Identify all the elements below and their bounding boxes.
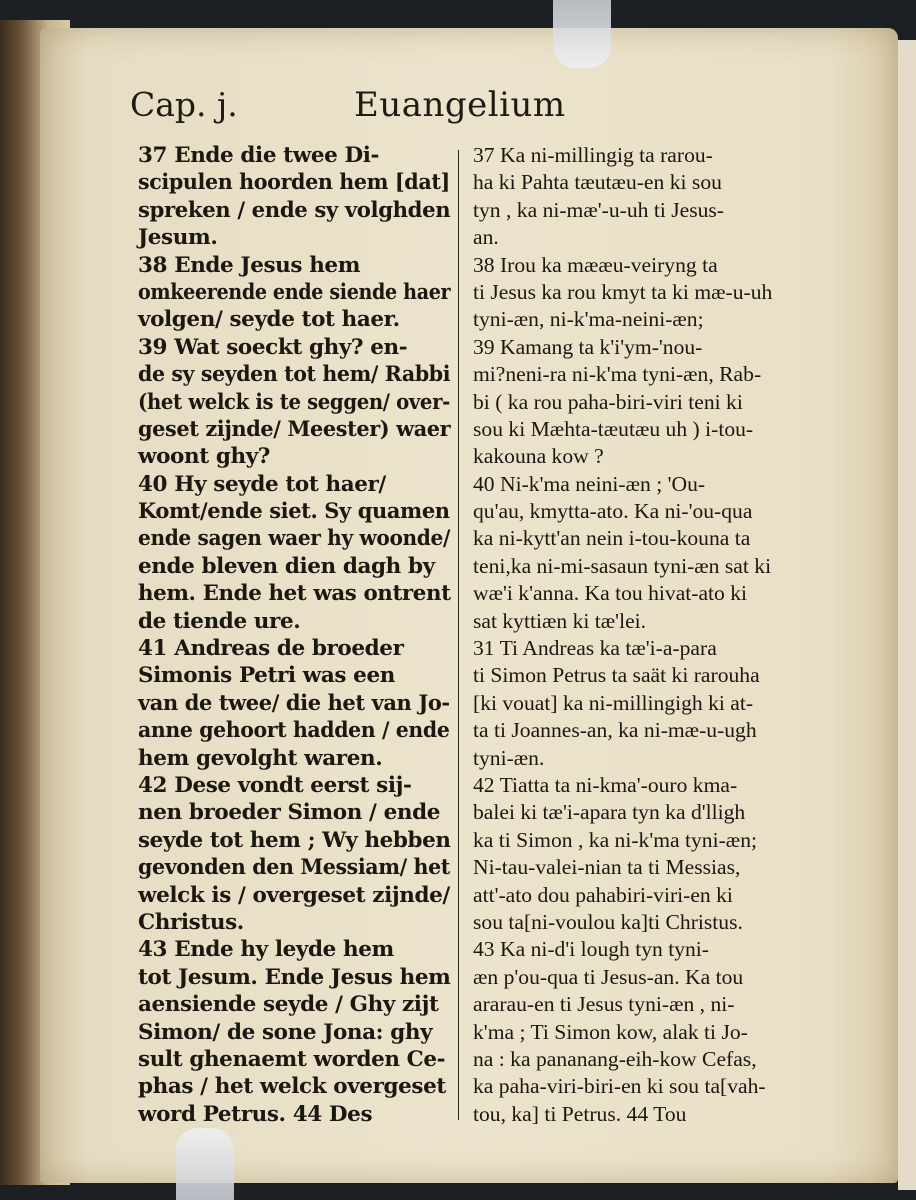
formosan-text-line: ta ti Joannes-an, ka ni-mæ-u-ugh	[473, 718, 757, 743]
dutch-text-line: volgen/ seyde tot haer.	[138, 307, 400, 333]
dutch-text-line: ende sagen waer hy woonde/	[138, 526, 450, 552]
facing-page-strip	[898, 40, 916, 1190]
formosan-text-line: [ki vouat] ka ni-millingigh ki at-	[473, 690, 754, 715]
dutch-text-line: gevonden den Messiam/ het	[138, 855, 450, 881]
dutch-text-line: Simonis Petri was een	[138, 663, 395, 689]
formosan-text-line: ka ni-kytt'an nein i-tou-kouna ta	[473, 526, 751, 551]
formosan-text-line: æn p'ou-qua ti Jesus-an. Ka tou	[473, 964, 744, 989]
formosan-text-line: wæ'i k'anna. Ka tou hivat-ato ki	[473, 581, 748, 606]
formosan-text-line: ka paha-viri-biri-en ki sou ta[vah-	[473, 1074, 766, 1099]
dutch-text-line: van de twee/ die het van Jo-	[138, 690, 450, 716]
dutch-text-line: welck is / overgeset zijnde/	[138, 882, 450, 908]
formosan-text-line: ka ti Simon , ka ni-k'ma tyni-æn;	[473, 827, 757, 852]
page-clip-top	[553, 0, 611, 68]
dutch-text-line: nen broeder Simon / ende	[138, 800, 440, 826]
dutch-text-line: seyde tot hem ; Wy hebben	[138, 827, 451, 853]
page-clip-bottom	[176, 1128, 234, 1200]
dutch-text-line: hem gevolght waren.	[138, 745, 383, 771]
dutch-text-line: Christus.	[138, 909, 244, 935]
formosan-text-line: 37 Ka ni-millingig ta rarou-	[473, 143, 713, 167]
dutch-text-line: spreken / ende sy volghden	[138, 197, 451, 223]
dutch-text-line: hem. Ende het was ontrent	[138, 581, 451, 607]
dutch-text-line: 37 Ende die twee Di-	[138, 143, 380, 168]
dutch-text-line: tot Jesum. Ende Jesus hem	[138, 964, 451, 990]
dutch-text-line: (het welck is te seggen/ over-	[138, 389, 450, 415]
formosan-text-line: sat kyttiæn ki tæ'lei.	[473, 608, 647, 633]
dutch-text-line: sult ghenaemt worden Ce-	[138, 1046, 446, 1072]
column-divider	[458, 150, 459, 1120]
dutch-text-line: geset zijnde/ Meester) waer	[138, 416, 451, 442]
formosan-text-line: 43 Ka ni-d'i lough tyn tyni-	[473, 937, 710, 962]
formosan-text-line: 40 Ni-k'ma neini-æn ; 'Ou-	[473, 471, 706, 496]
formosan-text-line: 38 Irou ka mææu-veiryng ta	[473, 252, 718, 277]
dutch-text-line: woont ghy?	[138, 444, 270, 470]
dutch-text-line: Simon/ de sone Jona: ghy	[138, 1019, 433, 1045]
formosan-text-line: qu'au, kmytta-ato. Ka ni-'ou-qua	[473, 499, 753, 524]
formosan-text-line: tyni-æn.	[473, 745, 545, 770]
dutch-text-line: 42 Dese vondt eerst sij-	[138, 772, 412, 798]
dutch-text-line: ende bleven dien dagh by	[138, 553, 435, 579]
formosan-text-line: bi ( ka rou paha-biri-viri teni ki	[473, 389, 743, 414]
dutch-text-line: Komt/ende siet. Sy quamen	[138, 499, 450, 525]
dutch-text-line: 40 Hy seyde tot haer/	[138, 471, 386, 497]
dutch-text-line: anne gehoort hadden / ende	[138, 718, 450, 744]
formosan-text-line: 31 Ti Andreas ka tæ'i-a-para	[473, 636, 717, 661]
formosan-text-line: teni,ka ni-mi-sasaun tyni-æn sat ki	[473, 553, 772, 578]
formosan-text-line: ti Jesus ka rou kmyt ta ki mæ-u-uh	[473, 279, 773, 304]
formosan-text-line: kakouna kow ?	[473, 444, 604, 469]
dutch-text-line: 39 Wat soeckt ghy? en-	[138, 334, 408, 360]
formosan-text-line: k'ma ; Ti Simon kow, alak ti Jo-	[473, 1019, 748, 1044]
dutch-column	[138, 142, 450, 1128]
chapter-label: Cap. j.	[130, 85, 238, 124]
formosan-text-line: Ni-tau-valei-nian ta ti Messias,	[473, 855, 741, 880]
formosan-text-line: sou ta[ni-voulou ka]ti Christus.	[473, 909, 743, 934]
formosan-text-line: ararau-en ti Jesus tyni-æn , ni-	[473, 992, 735, 1017]
dutch-text-line: 38 Ende Jesus hem	[138, 252, 361, 278]
dutch-text-line: omkeerende ende siende haer	[138, 279, 451, 305]
dutch-text-line: de sy seyden tot hem/ Rabbi	[138, 362, 451, 388]
formosan-text-line: att'-ato dou pahabiri-viri-en ki	[473, 882, 733, 907]
formosan-text-line: balei ki tæ'i-apara tyn ka d'lligh	[473, 800, 746, 825]
page-title: Euangelium	[354, 85, 566, 125]
formosan-text-line: an.	[473, 225, 499, 250]
formosan-text-line: 39 Kamang ta k'i'ym-'nou-	[473, 334, 703, 359]
formosan-column	[473, 142, 825, 1128]
dutch-text-line: Jesum.	[138, 225, 218, 251]
formosan-text-line: tyn , ka ni-mæ'-u-uh ti Jesus-	[473, 197, 724, 222]
formosan-text-line: na : ka pananang-eih-kow Cefas,	[473, 1046, 757, 1071]
formosan-text-line: 42 Tiatta ta ni-kma'-ouro kma-	[473, 772, 738, 797]
dutch-text-line: 43 Ende hy leyde hem	[138, 937, 394, 963]
dutch-text-line: de tiende ure.	[138, 608, 301, 634]
formosan-text-line: tou, ka] ti Petrus. 44 Tou	[473, 1101, 687, 1126]
formosan-text-line: sou ki Mæhta-tæutæu uh ) i-tou-	[473, 416, 754, 441]
formosan-text-line: mi?neni-ra ni-k'ma tyni-æn, Rab-	[473, 362, 762, 387]
dutch-text-line: phas / het welck overgeset	[138, 1074, 446, 1100]
dutch-text-line: 41 Andreas de broeder	[138, 636, 404, 662]
dutch-text-line: aensiende seyde / Ghy zijt	[138, 992, 439, 1018]
formosan-text-line: ti Simon Petrus ta saät ki rarouha	[473, 663, 760, 688]
formosan-text-line: tyni-æn, ni-k'ma-neini-æn;	[473, 307, 704, 332]
formosan-text-line: ha ki Pahta tæutæu-en ki sou	[473, 170, 722, 195]
dutch-text-line: word Petrus. 44 Des	[138, 1101, 373, 1127]
running-header	[130, 85, 570, 135]
dutch-text-line: scipulen hoorden hem [dat]	[138, 170, 450, 196]
